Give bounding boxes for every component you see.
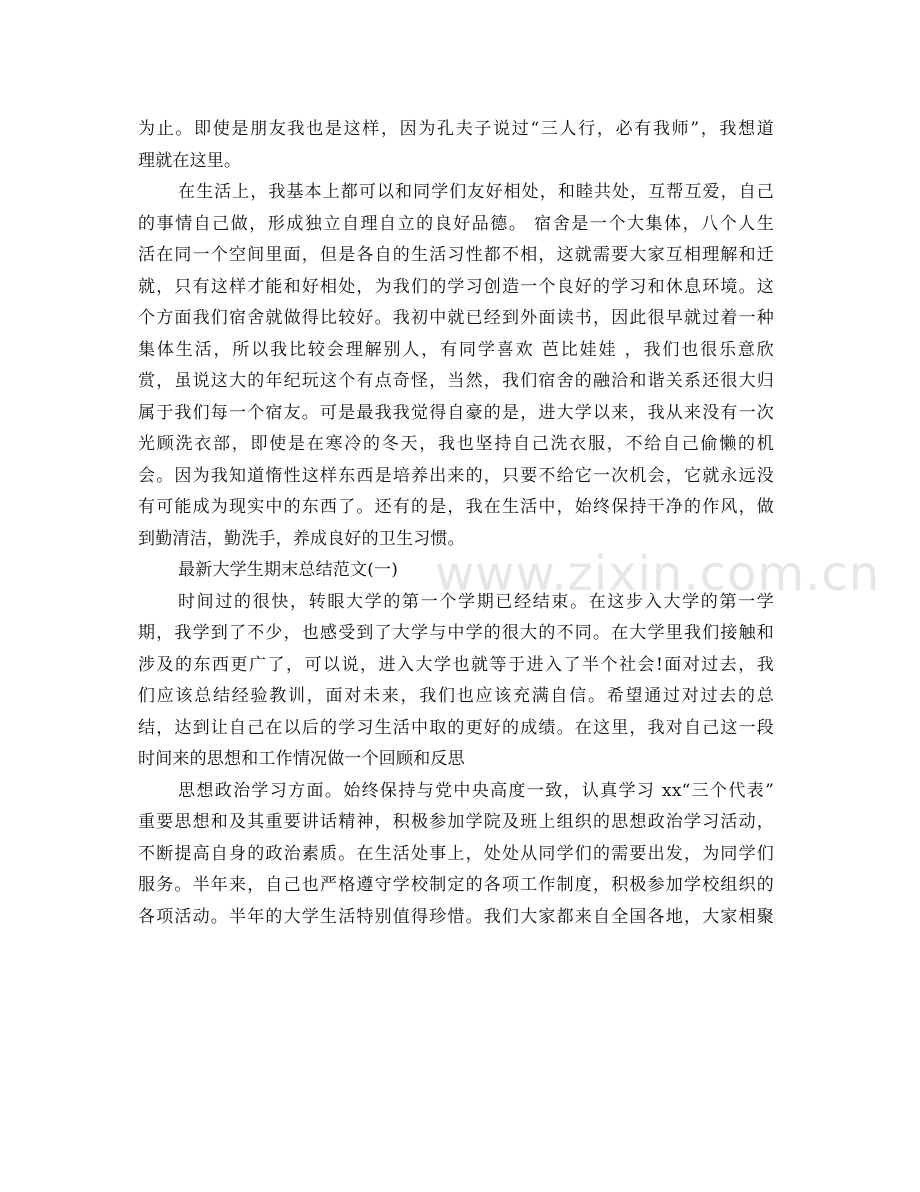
text-line: 赏，虽说这大的年纪玩这个有点奇怪，当然，我们宿舍的融洽和谐关系还很大归 (138, 371, 774, 391)
text-line: 不断提高自身的政治素质。在生活处事上，处处从同学们的需要出发，为同学们 (138, 843, 774, 864)
text-line: 属于我们每一个宿友。可是最我我觉得自豪的是，进大学以来，我从来没有一次 (138, 402, 774, 423)
text-line: 重要思想和及其重要讲话精神，积极参加学院及班上组织的思想政治学习活动， (138, 812, 774, 832)
text-line: 有可能成为现实中的东西了。还有的是，我在生活中，始终保持干净的作风，做 (138, 497, 774, 517)
text-line: 服务。半年来，自己也严格遵守学校制定的各项工作制度，积极参加学校组织的 (138, 875, 774, 895)
text-line: 为止。即使是朋友我也是这样，因为孔夫子说过“三人行，必有我师”，我想道 (138, 119, 774, 139)
paragraph-start-line: 思想政治学习方面。始终保持与党中央高度一致，认真学习 xx“三个代表” (178, 780, 774, 801)
watermark: www.zixin.com.cn (435, 546, 881, 602)
text-line: 理就在这里。 (138, 150, 242, 171)
text-line: 会。因为我知道惰性这样东西是培养出来的，只要不给它一次机会，它就永远没 (138, 465, 774, 486)
text-line: 到勤清洁，勤洗手，养成良好的卫生习惯。 (138, 528, 465, 549)
text-line: 时间来的思想和工作情况做一个回顾和反思 (138, 749, 465, 769)
text-line: 们应该总结经验教训，面对未来，我们也应该充满自信。希望通过对过去的总 (138, 686, 774, 706)
paragraph-start-line: 时间过的很快，转眼大学的第一个学期已经结束。在这步入大学的第一学 (178, 591, 774, 612)
text-line: 集体生活，所以我比较会理解别人，有同学喜欢 芭比娃娃 ，我们也很乐意欣 (138, 339, 774, 360)
text-line: 活在同一个空间里面，但是各自的生活习性都不相，这就需要大家互相理解和迁 (138, 245, 774, 265)
text-line: 光顾洗衣部，即使是在寒冷的冬天，我也坚持自己洗衣服，不给自己偷懒的机 (138, 434, 774, 454)
text-line: 的事情自己做，形成独立自理自立的良好品德。 宿舍是一个大集体，八个人生 (138, 213, 774, 234)
paragraph-start-line: 在生活上，我基本上都可以和同学们友好相处，和睦共处，互帮互爱，自己 (178, 182, 774, 202)
text-line: 就，只有这样才能和好相处，为我们的学习创造一个良好的学习和休息环境。这 (138, 276, 774, 297)
text-line: 期，我学到了不少，也感受到了大学与中学的很大的不同。在大学里我们接触和 (138, 623, 774, 643)
document-body (138, 114, 774, 933)
text-line: 涉及的东西更广了，可以说，进入大学也就等于进入了半个社会!面对过去，我 (138, 654, 774, 675)
text-line: 各项活动。半年的大学生活特别值得珍惜。我们大家都来自全国各地，大家相聚 (138, 906, 774, 927)
text-line: 结，达到让自己在以后的学习生活中取的更好的成绩。在这里，我对自己这一段 (138, 717, 774, 738)
section-heading: 最新大学生期末总结范文(一) (178, 560, 399, 580)
text-line: 个方面我们宿舍就做得比较好。我初中就已经到外面读书，因此很早就过着一种 (138, 308, 774, 328)
